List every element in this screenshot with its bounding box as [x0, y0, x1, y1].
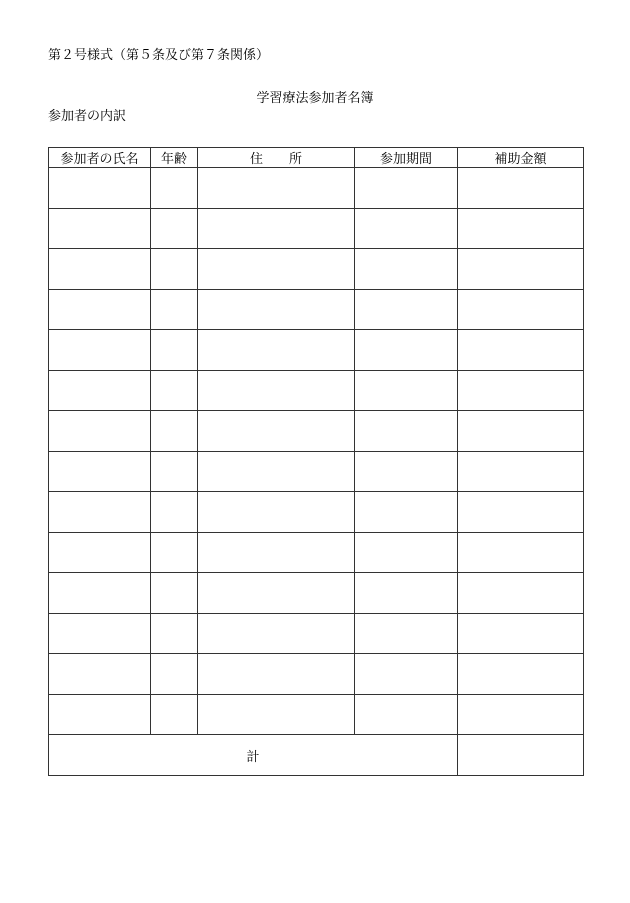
period-cell: [355, 168, 458, 209]
subsidy-cell: [458, 289, 584, 330]
address-cell: [198, 613, 355, 654]
age-cell: [151, 411, 198, 452]
participant-roster-table: [48, 147, 584, 776]
subsidy-cell: [458, 330, 584, 371]
total-label-cell: 計: [49, 735, 458, 776]
table-row: [49, 168, 584, 209]
address-cell: [198, 694, 355, 735]
age-cell: [151, 208, 198, 249]
document-title: [0, 90, 630, 108]
age-cell: [151, 613, 198, 654]
name-cell: [49, 492, 151, 533]
address-cell: [198, 654, 355, 695]
age-cell: [151, 370, 198, 411]
address-cell: [198, 492, 355, 533]
table-row: [49, 249, 584, 290]
name-cell: [49, 451, 151, 492]
age-cell: [151, 492, 198, 533]
column-header-address: 住 所: [198, 148, 355, 168]
period-cell: [355, 289, 458, 330]
age-cell: [151, 532, 198, 573]
address-cell: [198, 289, 355, 330]
age-cell: [151, 249, 198, 290]
period-cell: [355, 411, 458, 452]
address-cell: [198, 168, 355, 209]
age-cell: [151, 451, 198, 492]
age-cell: [151, 694, 198, 735]
address-cell: [198, 249, 355, 290]
table-row: [49, 289, 584, 330]
address-cell: [198, 370, 355, 411]
address-cell: [198, 411, 355, 452]
address-cell: [198, 532, 355, 573]
period-cell: [355, 613, 458, 654]
name-cell: [49, 654, 151, 695]
subsidy-cell: [458, 654, 584, 695]
name-cell: [49, 289, 151, 330]
name-cell: [49, 330, 151, 371]
total-value-cell: [458, 735, 584, 776]
age-cell: [151, 289, 198, 330]
subsidy-cell: [458, 613, 584, 654]
table-row: [49, 573, 584, 614]
subsidy-cell: [458, 208, 584, 249]
table-row: [49, 208, 584, 249]
name-cell: [49, 370, 151, 411]
period-cell: [355, 573, 458, 614]
table-row: [49, 370, 584, 411]
name-cell: [49, 613, 151, 654]
period-cell: [355, 330, 458, 371]
table-body: [49, 168, 584, 735]
column-header-age: 年齢: [151, 148, 198, 168]
period-cell: [355, 492, 458, 533]
age-cell: [151, 168, 198, 209]
table-total-row: [49, 735, 584, 776]
age-cell: [151, 573, 198, 614]
table-row: [49, 694, 584, 735]
table-row: [49, 492, 584, 533]
age-cell: [151, 330, 198, 371]
subsidy-cell: [458, 573, 584, 614]
table-row: [49, 654, 584, 695]
table-header-row: [49, 148, 584, 168]
period-cell: [355, 208, 458, 249]
address-cell: [198, 208, 355, 249]
address-cell: [198, 330, 355, 371]
table-row: [49, 613, 584, 654]
subsidy-cell: [458, 532, 584, 573]
document-title-text: 学習療法参加者名簿: [256, 91, 374, 106]
name-cell: [49, 694, 151, 735]
subsidy-cell: [458, 411, 584, 452]
name-cell: [49, 411, 151, 452]
period-cell: [355, 694, 458, 735]
column-header-subsidy: 補助金額: [458, 148, 584, 168]
table-row: [49, 451, 584, 492]
subsidy-cell: [458, 694, 584, 735]
table-row: [49, 411, 584, 452]
subsidy-cell: [458, 249, 584, 290]
address-cell: [198, 573, 355, 614]
period-cell: [355, 370, 458, 411]
age-cell: [151, 654, 198, 695]
section-subtitle: 参加者の内訳: [48, 109, 127, 124]
subsidy-cell: [458, 451, 584, 492]
name-cell: [49, 168, 151, 209]
column-header-period: 参加期間: [355, 148, 458, 168]
subsidy-cell: [458, 168, 584, 209]
name-cell: [49, 532, 151, 573]
period-cell: [355, 532, 458, 573]
period-cell: [355, 249, 458, 290]
name-cell: [49, 573, 151, 614]
name-cell: [49, 208, 151, 249]
period-cell: [355, 654, 458, 695]
address-cell: [198, 451, 355, 492]
period-cell: [355, 451, 458, 492]
table-row: [49, 330, 584, 371]
name-cell: [49, 249, 151, 290]
table-row: [49, 532, 584, 573]
subsidy-cell: [458, 492, 584, 533]
subsidy-cell: [458, 370, 584, 411]
column-header-name: 参加者の氏名: [49, 148, 151, 168]
form-number-label: 第２号様式（第５条及び第７条関係）: [48, 48, 270, 63]
